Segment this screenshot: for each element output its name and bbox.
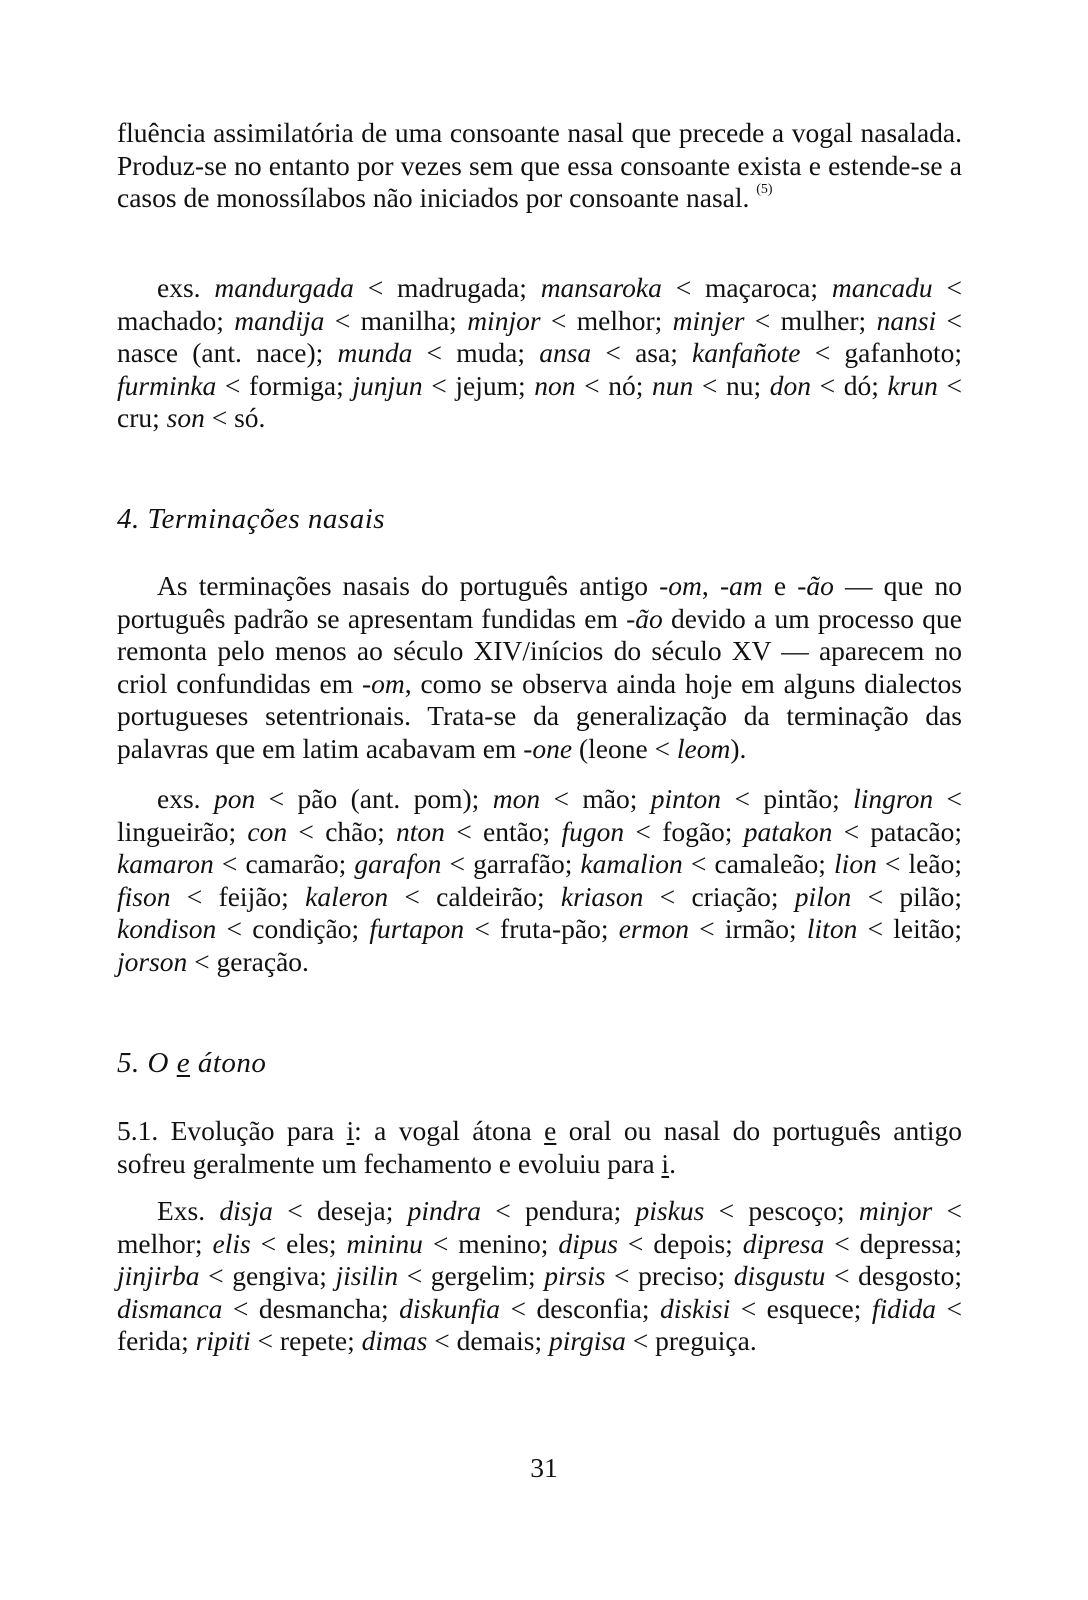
example-word: fugon <box>561 815 625 847</box>
example-word: fison <box>117 880 171 912</box>
example-word: munda <box>337 337 413 368</box>
example-word: minjor <box>467 304 541 336</box>
example-word: jisilin <box>335 1260 399 1291</box>
text-run: < então; <box>444 815 562 847</box>
example-word: minjor <box>858 1195 933 1226</box>
section-title-vowel: e <box>176 1047 191 1079</box>
subsection-number: 5.1. <box>117 1115 159 1146</box>
paragraph-nasal-endings <box>117 570 962 765</box>
example-word: -om <box>659 570 702 601</box>
text-run: < madrugada; <box>353 272 541 303</box>
example-word: pinton <box>650 783 722 814</box>
text-run: < feijão; <box>170 880 306 912</box>
example-word: ansa <box>539 337 592 368</box>
text-run: exs. <box>157 783 214 814</box>
text-run: < repete; <box>250 1325 362 1356</box>
text-run: < preguiça. <box>625 1325 757 1356</box>
example-word: diskisi <box>659 1292 731 1324</box>
text-run: < jejum; <box>422 369 535 401</box>
example-word: mininu <box>346 1227 423 1259</box>
text-run: < caldeirão; <box>388 880 561 912</box>
paragraph-nasal-influence <box>117 117 962 215</box>
example-word: dipresa <box>742 1227 825 1259</box>
text-run: < mulher; <box>744 304 877 336</box>
example-word: minjer <box>672 304 745 336</box>
section-heading-4 <box>117 503 962 536</box>
example-word: dimas <box>361 1325 428 1356</box>
text-run: < cru; <box>117 369 962 433</box>
text-run: < ferida; <box>117 1292 962 1356</box>
text-run: — que no português padrão se apresentam fundidas em <box>117 570 962 634</box>
example-word: furtapon <box>369 913 465 944</box>
example-word: kondison <box>117 913 217 944</box>
text-run: , como se observa ainda hoje em alguns dialectos portugueses setentrionais. Trata-se da generalização da terminação das palavras que em latim acabavam em <box>117 667 963 764</box>
example-word: kamalion <box>580 848 683 879</box>
text-run: Evolução para <box>158 1115 347 1146</box>
example-word: nansi <box>876 304 937 336</box>
text-run: < muda; <box>412 337 540 368</box>
text-run: < machado; <box>117 272 962 336</box>
text-run: < camarão; <box>213 848 355 879</box>
example-word: mandija <box>234 304 325 336</box>
example-word: don <box>769 369 811 401</box>
example-word: fidida <box>871 1292 936 1324</box>
text-run: < gafanhoto; <box>800 337 963 368</box>
text-run: < melhor; <box>540 304 673 336</box>
text-run: < condição; <box>216 913 370 944</box>
section-number: 4. <box>117 503 140 535</box>
text-run: < nasce (ant. nace); <box>117 304 963 368</box>
section-title-pre: O <box>147 1047 169 1079</box>
text-run: < deseja; <box>272 1195 408 1226</box>
example-word: diskunfia <box>399 1292 500 1324</box>
text-run: < depressa; <box>824 1227 962 1259</box>
text-run: < desconfia; <box>500 1292 660 1324</box>
paragraph-5-1 <box>117 1115 962 1180</box>
text-run: (leone < <box>572 732 677 764</box>
example-word: -ão <box>626 602 663 634</box>
example-word: con <box>247 815 288 847</box>
text-run: < preciso; <box>605 1260 734 1291</box>
example-word: nton <box>396 815 445 847</box>
example-word: kaleron <box>305 880 389 912</box>
example-word: elis <box>212 1227 251 1259</box>
vowel-i: i <box>346 1115 355 1146</box>
example-word: disgustu <box>733 1260 826 1291</box>
text-run: < desgosto; <box>825 1260 962 1291</box>
example-word: krun <box>887 369 938 401</box>
example-word: non <box>534 369 576 401</box>
example-word: son <box>166 402 205 433</box>
example-word: pilon <box>794 880 852 912</box>
text-run: < asa; <box>591 337 693 368</box>
text-run: < patacão; <box>832 815 963 847</box>
text-run: As terminações nasais do português antigo <box>157 570 660 601</box>
text-run: < formiga; <box>216 369 353 401</box>
example-word: kriason <box>560 880 644 912</box>
text-run: < demais; <box>427 1325 549 1356</box>
example-word: mandurgada <box>214 272 354 303</box>
text-run: Exs. <box>157 1195 220 1226</box>
example-word: -one <box>523 732 573 764</box>
text-run: < eles; <box>250 1227 347 1259</box>
text-run: devido a um processo que remonta pelo menos ao século XIV/inícios do século XV — aparecem no criol confundidas em <box>117 602 962 699</box>
text-run: < lingueirão; <box>117 783 962 847</box>
example-word: mon <box>492 783 541 814</box>
example-word: pirgisa <box>548 1325 626 1356</box>
example-word: dismanca <box>117 1292 223 1324</box>
text-run: < irmão; <box>688 913 807 944</box>
text-run: < pilão; <box>851 880 963 912</box>
example-word: garafon <box>354 848 442 879</box>
page-number: 31 <box>530 1452 558 1483</box>
text-run: < criação; <box>643 880 795 912</box>
text-run: < pendura; <box>480 1195 636 1226</box>
vowel-e: e <box>544 1115 557 1146</box>
text-run: < chão; <box>287 815 397 847</box>
example-word: -ão <box>797 570 834 601</box>
example-word: pon <box>213 783 256 814</box>
example-word: liton <box>806 913 858 944</box>
example-word: -am <box>719 570 763 601</box>
example-word: leom <box>676 732 731 764</box>
section-title-post: átono <box>197 1047 267 1079</box>
text-run: < desmancha; <box>222 1292 400 1324</box>
example-word: furminka <box>117 369 217 401</box>
text-run: < menino; <box>422 1227 559 1259</box>
text-run: < pão (ant. pom); <box>255 783 493 814</box>
example-word: nun <box>651 369 694 401</box>
text-run: < nu; <box>693 369 770 401</box>
text-run: < camaleão; <box>682 848 835 879</box>
paragraph-examples-endings <box>117 783 962 978</box>
text-run: < garrafão; <box>441 848 581 879</box>
example-word: kanfañote <box>692 337 801 368</box>
paragraph-examples-nasalization <box>117 272 962 435</box>
text-run: < leitão; <box>857 913 962 944</box>
example-word: jinjirba <box>117 1260 200 1291</box>
example-word: -om <box>361 667 405 699</box>
text-run: < nó; <box>575 369 652 401</box>
example-word: mansaroka <box>540 272 662 303</box>
text-run: < só. <box>204 402 266 433</box>
text-run: oral ou nasal do português antigo sofreu geralmente um fechamento e evoluiu para <box>117 1115 963 1179</box>
text-run: : a vogal átona <box>354 1115 545 1146</box>
text-run: < geração. <box>187 945 309 977</box>
example-word: mancadu <box>831 272 933 303</box>
text-run: < pintão; <box>721 783 854 814</box>
example-word: lingron <box>853 783 934 814</box>
footnote-ref: (5) <box>756 182 773 197</box>
section-heading-5 <box>117 1047 962 1080</box>
example-word: junjun <box>352 369 423 401</box>
text-run: < mão; <box>540 783 651 814</box>
text-run: < maçaroca; <box>661 272 832 303</box>
text-run: < depois; <box>617 1227 743 1259</box>
text-run: ). <box>730 732 747 764</box>
example-word: disja <box>219 1195 273 1226</box>
example-word: ripiti <box>195 1325 251 1356</box>
example-word: pirsis <box>544 1260 606 1291</box>
text-run: e <box>762 570 798 601</box>
example-word: piskus <box>635 1195 705 1226</box>
text-run: < gergelim; <box>398 1260 545 1291</box>
paragraph-text: fluência assimilatória de uma consoante nasal que precede a vogal nasalada. Produz-se no entanto por vezes sem que essa consoante exista e estende-se a casos de monossílabos não iniciados por consoante nasal. <box>117 117 962 213</box>
text-run: < esquece; <box>730 1292 872 1324</box>
vowel-i: i <box>661 1147 670 1179</box>
example-word: lion <box>834 848 877 879</box>
text-run: < fogão; <box>624 815 744 847</box>
text-run: exs. <box>157 272 215 303</box>
paragraph-examples-e <box>117 1195 962 1358</box>
example-word: ermon <box>618 913 689 944</box>
example-word: jorson <box>117 945 188 977</box>
text-run: < manilha; <box>324 304 468 336</box>
text-run: < melhor; <box>117 1195 963 1259</box>
example-word: dipus <box>558 1227 618 1259</box>
text-run: . <box>669 1147 676 1179</box>
text-run: < pescoço; <box>704 1195 859 1226</box>
text-run: < leão; <box>876 848 962 879</box>
text-run: < fruta-pão; <box>464 913 619 944</box>
section-title: Terminações nasais <box>147 503 386 535</box>
example-word: kamaron <box>117 848 214 879</box>
example-word: pindra <box>407 1195 481 1226</box>
example-word: patakon <box>743 815 833 847</box>
text-run: , <box>701 570 720 601</box>
text-run: < gengiva; <box>199 1260 336 1291</box>
text-run: < dó; <box>810 369 888 401</box>
section-number: 5. <box>117 1047 140 1079</box>
